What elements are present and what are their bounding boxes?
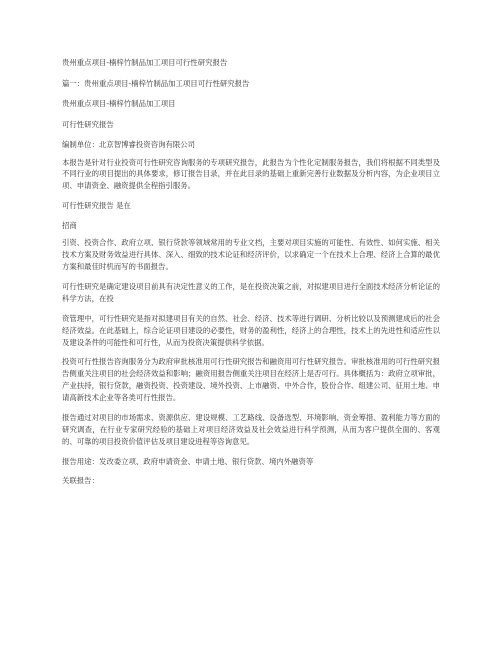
preface-heading: 招商 [62,220,77,230]
related-reports-heading: 关联报告： [62,476,99,486]
definition-heading: 可行性研究报告 是在 [62,201,131,211]
project-name: 贵州重点项目-楠梓竹制品加工项目 [62,99,176,108]
editor-line: 编制单位：北京智博睿投资咨询有限公司 [62,140,196,149]
document-page [62,57,440,487]
basis-paragraph: 可行性研究是确定建设项目前具有决定性意义的工作，是在投资决策之前，对拟建项目进行全面技术经济分析论证的科学方法，在投 [62,281,440,303]
intro-paragraph: 本报告是针对行业投资可行性研究咨询服务的专项研究报告，此报告为个性化定制服务报告，我们将根据不同类型及不同行业的项目提出的具体要求，修订报告目录，并在此目录的基础上重新完善行业数据及分析内容，为企业项目立项、申请资金、融资提供全程指引服务。 [62,157,440,191]
definition-paragraph: 引资、投资合作、政府立项、银行贷款等领域常用的专业文档，主要对项目实施的可能性、有效性、如何实施、相关技术方案及财务效益进行具体、深入、细致的技术论证和经济评价，以求确定一个在技术上合理、经济上合算的最优方案和最佳时机而写的书面报告。 [62,238,440,272]
report-type: 可行性研究报告 [62,119,114,129]
part-heading: 篇一：贵州重点项目-楠梓竹制品加工项目可行性研究报告 [62,78,250,88]
usage-line: 报告用途：发改委立项、政府申请资金、申请土地、银行贷款、境内外融资等 [62,456,314,466]
method-paragraph: 报告通过对项目的市场需求、资源供应、建设规模、工艺路线、设备选型、环境影响、资金筹措、盈利能力等方面的研究调查，在行业专家研究经验的基础上对项目经济效益及社会效益进行科学预测，从而为客户提供全面的、客观的、可靠的项目投资价值评估及项目建设进程等咨询意见。 [62,413,440,446]
service-paragraph: 投资可行性报告咨询服务分为政府审批核准用可行性研究报告和融资用可行性研究报告。审批核准用的可行性研究报告侧重关注项目的社会经济效益和影响；融资用报告侧重关注项目在经济上是否可行。具体概括为：政府立项审批，产业扶持，银行贷款，融资投资、投资建设、境外投资、上市融资、中外合作，股份合作、组建公司、征用土地、申请高新技术企业等各类可行性报告。 [62,357,440,403]
investment-paragraph: 资管理中，可行性研究是指对拟建项目有关的自然、社会、经济、技术等进行调研、分析比较以及预测建成后的社会经济效益。在此基础上，综合论证项目建设的必要性，财务的盈利性，经济上的合理性，技术上的先进性和适应性以及建设条件的可能性和可行性，从而为投资决策提供科学依据。 [62,313,440,347]
doc-title: 贵州重点项目-楠梓竹制品加工项目可行性研究报告 [62,58,228,67]
